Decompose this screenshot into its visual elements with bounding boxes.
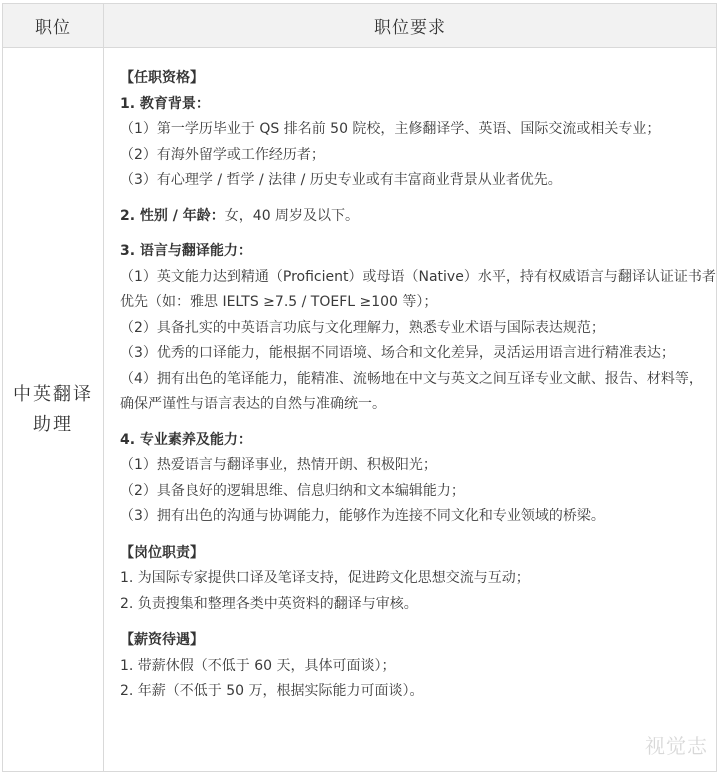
position-title-line2: 助理 bbox=[33, 413, 73, 435]
language-item: （3）优秀的口译能力，能根据不同语境、场合和文化差异，灵活运用语言进行精准表达； bbox=[120, 345, 675, 361]
language-section bbox=[120, 239, 716, 418]
education-item: （1）第一学历毕业于 QS 排名前 50 院校，主修翻译学、英语、国际交流或相关专业； bbox=[120, 121, 661, 137]
education-section bbox=[120, 92, 716, 194]
language-item: （4）拥有出色的笔译能力，能精准、流畅地在中文与英文之间互译专业文献、报告、材料等，确保严谨性与语言表达的自然与准确统一。 bbox=[120, 370, 703, 412]
competence-item: （2）具备良好的逻辑思维、信息归纳和文本编辑能力； bbox=[120, 482, 465, 499]
duty-item: 2. 负责搜集和整理各类中英资料的翻译与审核。 bbox=[120, 595, 418, 612]
gender-age-value: 女，40 周岁及以下。 bbox=[224, 207, 360, 224]
language-item: （2）具备扎实的中英语言功底与文化理解力，熟悉专业术语与国际表达规范； bbox=[120, 319, 605, 336]
education-title: 1. 教育背景： bbox=[120, 95, 210, 112]
competence-item: （1）热爱语言与翻译事业，热情开朗、积极阳光； bbox=[120, 457, 437, 473]
education-item: （3）有心理学 / 哲学 / 法律 / 历史专业或有丰富商业背景从业者优先。 bbox=[120, 172, 562, 188]
education-item: （2）有海外留学或工作经历者； bbox=[120, 146, 325, 163]
competence-item: （3）拥有出色的沟通与协调能力，能够作为连接不同文化和专业领域的桥梁。 bbox=[120, 508, 605, 524]
salary-item: 2. 年薪（不低于 50 万，根据实际能力可面谈）。 bbox=[120, 683, 424, 699]
header-position: 职位 bbox=[3, 4, 104, 48]
requirements-cell bbox=[104, 48, 717, 772]
duty-item: 1. 为国际专家提供口译及笔译支持，促进跨文化思想交流与互动； bbox=[120, 570, 530, 586]
competence-title: 4. 专业素养及能力： bbox=[120, 431, 252, 448]
position-cell bbox=[3, 48, 104, 772]
salary-heading: 【薪资待遇】 bbox=[120, 632, 204, 648]
job-requirements-table bbox=[2, 3, 717, 772]
table-header-row bbox=[3, 4, 717, 48]
salary-item: 1. 带薪休假（不低于 60 天，具体可面谈）； bbox=[120, 657, 396, 674]
duties-heading: 【岗位职责】 bbox=[120, 544, 204, 561]
gender-age-title: 2. 性别 / 年龄： bbox=[120, 207, 225, 224]
language-item: （1）英文能力达到精通（Proficient）或母语（Native）水平，持有权威语言与翻译认证证书者优先（如：雅思 IELTS ≥7.5 / TOEFL ≥100 等）； bbox=[120, 268, 716, 310]
position-title-line1: 中英翻译 bbox=[13, 383, 93, 405]
competence-section bbox=[120, 428, 716, 530]
watermark-logo: 视觉志 bbox=[645, 734, 708, 758]
header-requirements: 职位要求 bbox=[104, 4, 717, 48]
table-row bbox=[3, 48, 717, 772]
qualifications-heading: 【任职资格】 bbox=[120, 70, 204, 86]
language-title: 3. 语言与翻译能力： bbox=[120, 243, 252, 259]
gender-age-section bbox=[120, 204, 716, 230]
